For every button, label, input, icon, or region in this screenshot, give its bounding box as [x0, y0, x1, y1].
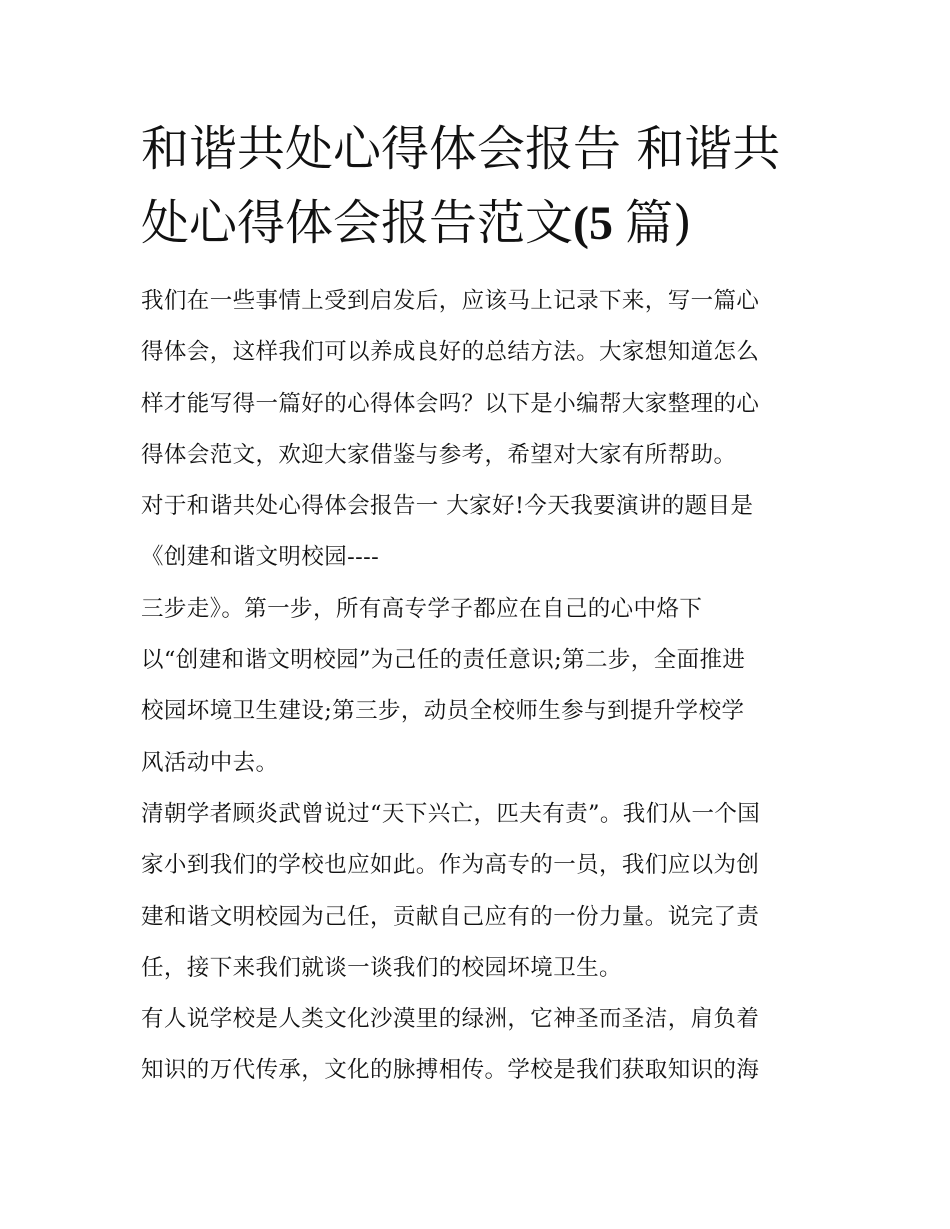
body-line: 样才能写得一篇好的心得体会吗？以下是小编帮大家整理的心	[141, 390, 760, 417]
body-line: 得体会，这样我们可以养成良好的总结方法。大家想知道怎么	[141, 339, 760, 366]
body-line: 得体会范文，欢迎大家借鉴与参考，希望对大家有所帮助。	[141, 441, 737, 468]
body-line: 有人说学校是人类文化沙漠里的绿洲，它神圣而圣洁，肩负着	[141, 1006, 760, 1033]
document-body	[141, 276, 821, 1097]
title-suffix: 篇)	[625, 195, 692, 251]
body-line: 校园坏境卫生建设;第三步，动员全校师生参与到提升学校学	[141, 698, 745, 725]
body-line: 三步走》。第一步，所有高专学子都应在自己的心中烙下	[141, 595, 703, 622]
body-line: 风活动中去。	[141, 749, 279, 776]
body-line: 《创建和谐文明校园----	[141, 544, 380, 571]
title-line-2-text: 处心得体会报告范文	[141, 195, 574, 251]
body-line: 知识的万代传承，文化的脉搏相传。学校是我们获取知识的海	[141, 1057, 760, 1084]
document-title	[141, 112, 821, 261]
title-line-2	[141, 186, 821, 261]
body-line: 对于和谐共处心得体会报告一 大家好!今天我要演讲的题目是	[141, 493, 754, 520]
body-line: 我们在一些事情上受到启发后，应该马上记录下来，写一篇心	[141, 288, 760, 314]
body-line: 任，接下来我们就谈一谈我们的校园坏境卫生。	[141, 954, 622, 981]
body-line: 以“创建和谐文明校园”为己任的责任意识;第二步，全面推进	[141, 647, 746, 674]
body-line: 清朝学者顾炎武曾说过“天下兴亡，匹夫有责”。我们从一个国	[141, 800, 761, 827]
title-line-1: 和谐共处心得体会报告 和谐共	[141, 121, 781, 177]
body-line: 家小到我们的学校也应如此。作为高专的一员，我们应以为创	[141, 852, 760, 879]
body-line: 建和谐文明校园为己任，贡献自己应有的一份力量。说完了责	[141, 903, 760, 930]
title-count: (5	[573, 197, 625, 250]
